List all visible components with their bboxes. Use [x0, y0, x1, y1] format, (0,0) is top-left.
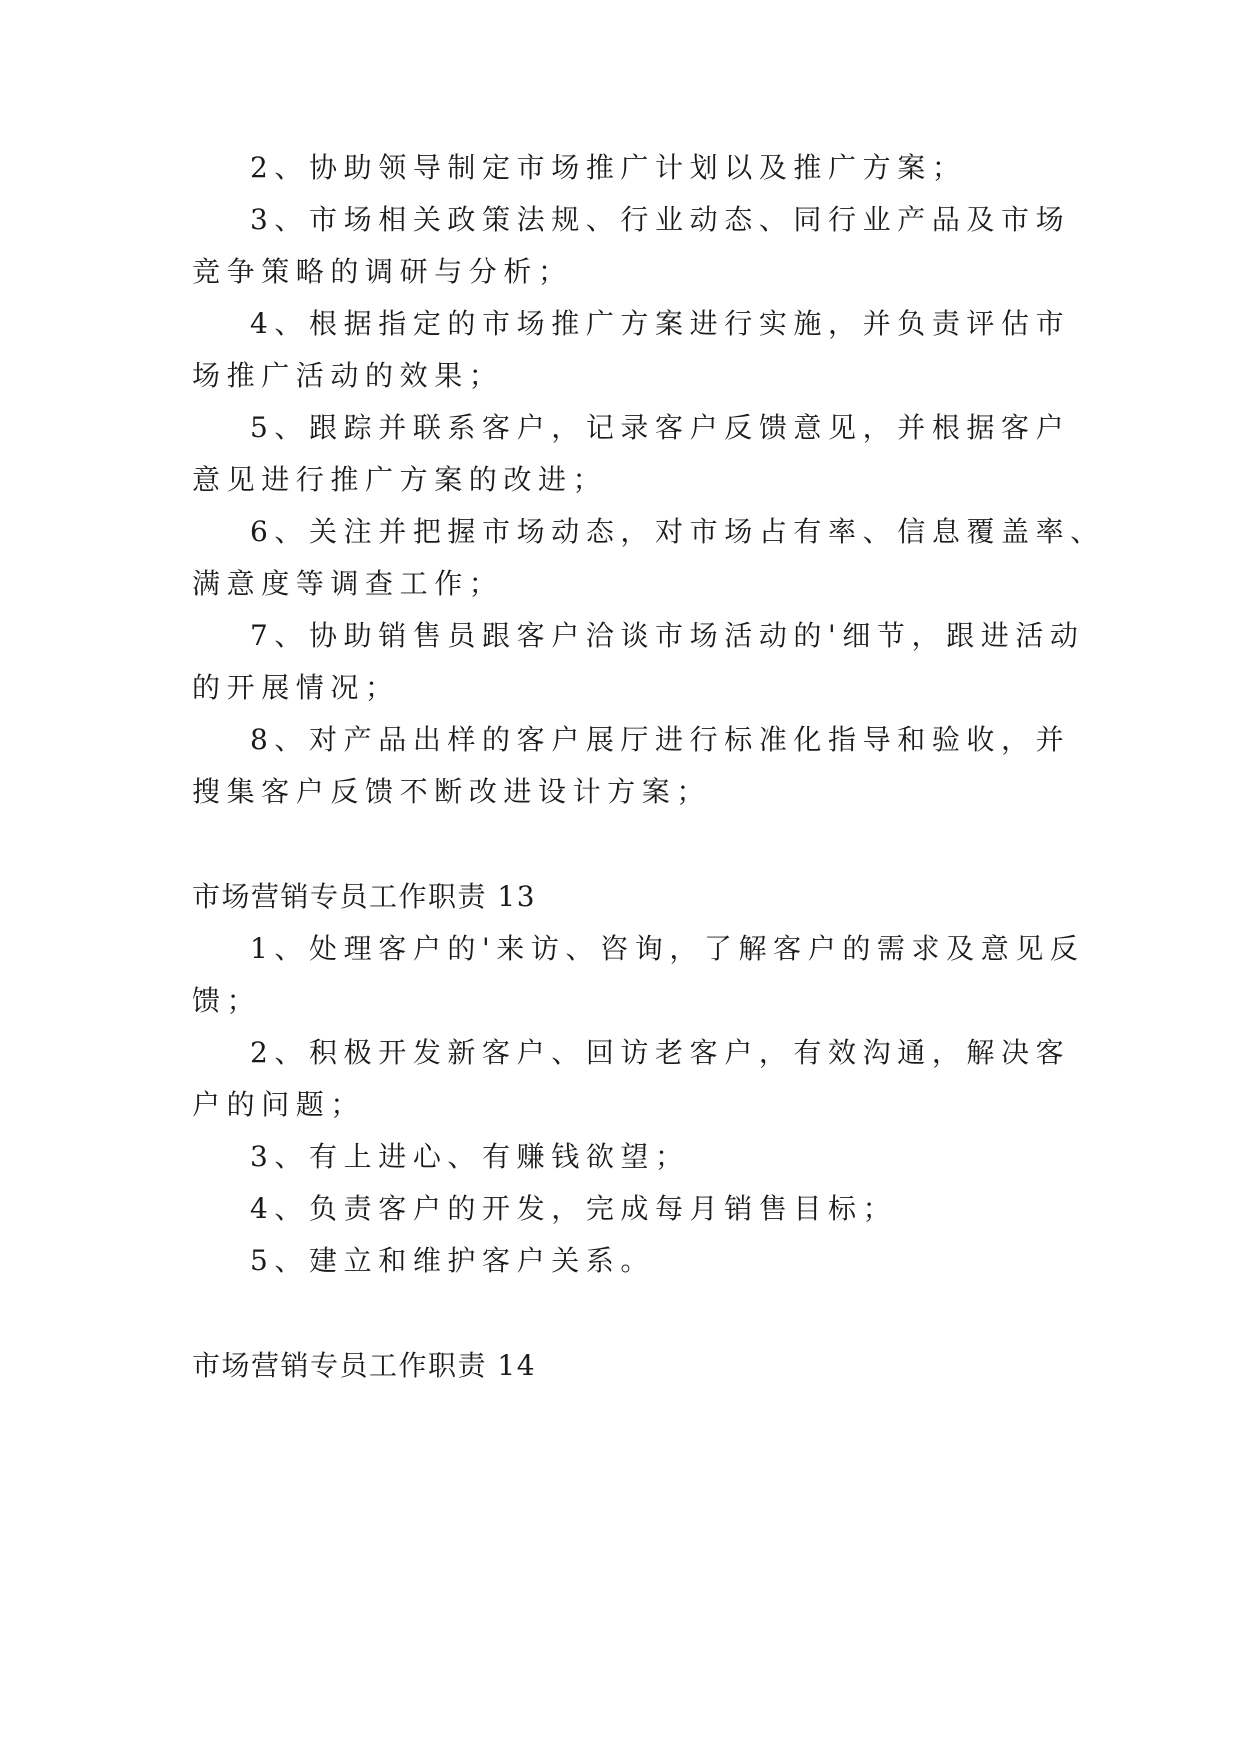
paragraph-line: 5、建立和维护客户关系。	[250, 1244, 656, 1277]
paragraph-line: 意见进行推广方案的改进；	[192, 463, 608, 496]
paragraph-line: 3、有上进心、有赚钱欲望；	[250, 1140, 690, 1173]
section-heading: 市场营销专员工作职责 14	[192, 1349, 537, 1382]
paragraph-line: 竞争策略的调研与分析；	[192, 255, 573, 288]
paragraph-line: 的开展情况；	[192, 671, 400, 704]
paragraph-line: 4、根据指定的市场推广方案进行实施，并负责评估市	[250, 307, 1071, 340]
paragraph-line: 6、关注并把握市场动态，对市场占有率、信息覆盖率、	[250, 515, 1105, 548]
paragraph-line: 8、对产品出样的客户展厅进行标准化指导和验收，并	[250, 723, 1071, 756]
paragraph-line: 2、积极开发新客户、回访老客户，有效沟通，解决客	[250, 1036, 1071, 1069]
section-heading: 市场营销专员工作职责 13	[192, 880, 537, 913]
paragraph-line: 馈；	[192, 984, 262, 1017]
paragraph-line: 满意度等调查工作；	[192, 567, 504, 600]
paragraph-line: 3、市场相关政策法规、行业动态、同行业产品及市场	[250, 203, 1071, 236]
paragraph-line: 4、负责客户的开发，完成每月销售目标；	[250, 1192, 898, 1225]
paragraph-line: 搜集客户反馈不断改进设计方案；	[192, 775, 712, 808]
paragraph-line: 5、跟踪并联系客户，记录客户反馈意见，并根据客户	[250, 411, 1071, 444]
paragraph-line: 7、协助销售员跟客户洽谈市场活动的'细节，跟进活动	[250, 619, 1085, 652]
paragraph-line: 1、处理客户的'来访、咨询，了解客户的需求及意见反	[250, 932, 1085, 965]
paragraph-line: 2、协助领导制定市场推广计划以及推广方案；	[250, 151, 967, 184]
paragraph-line: 场推广活动的效果；	[192, 359, 504, 392]
paragraph-line: 户的问题；	[192, 1088, 366, 1121]
